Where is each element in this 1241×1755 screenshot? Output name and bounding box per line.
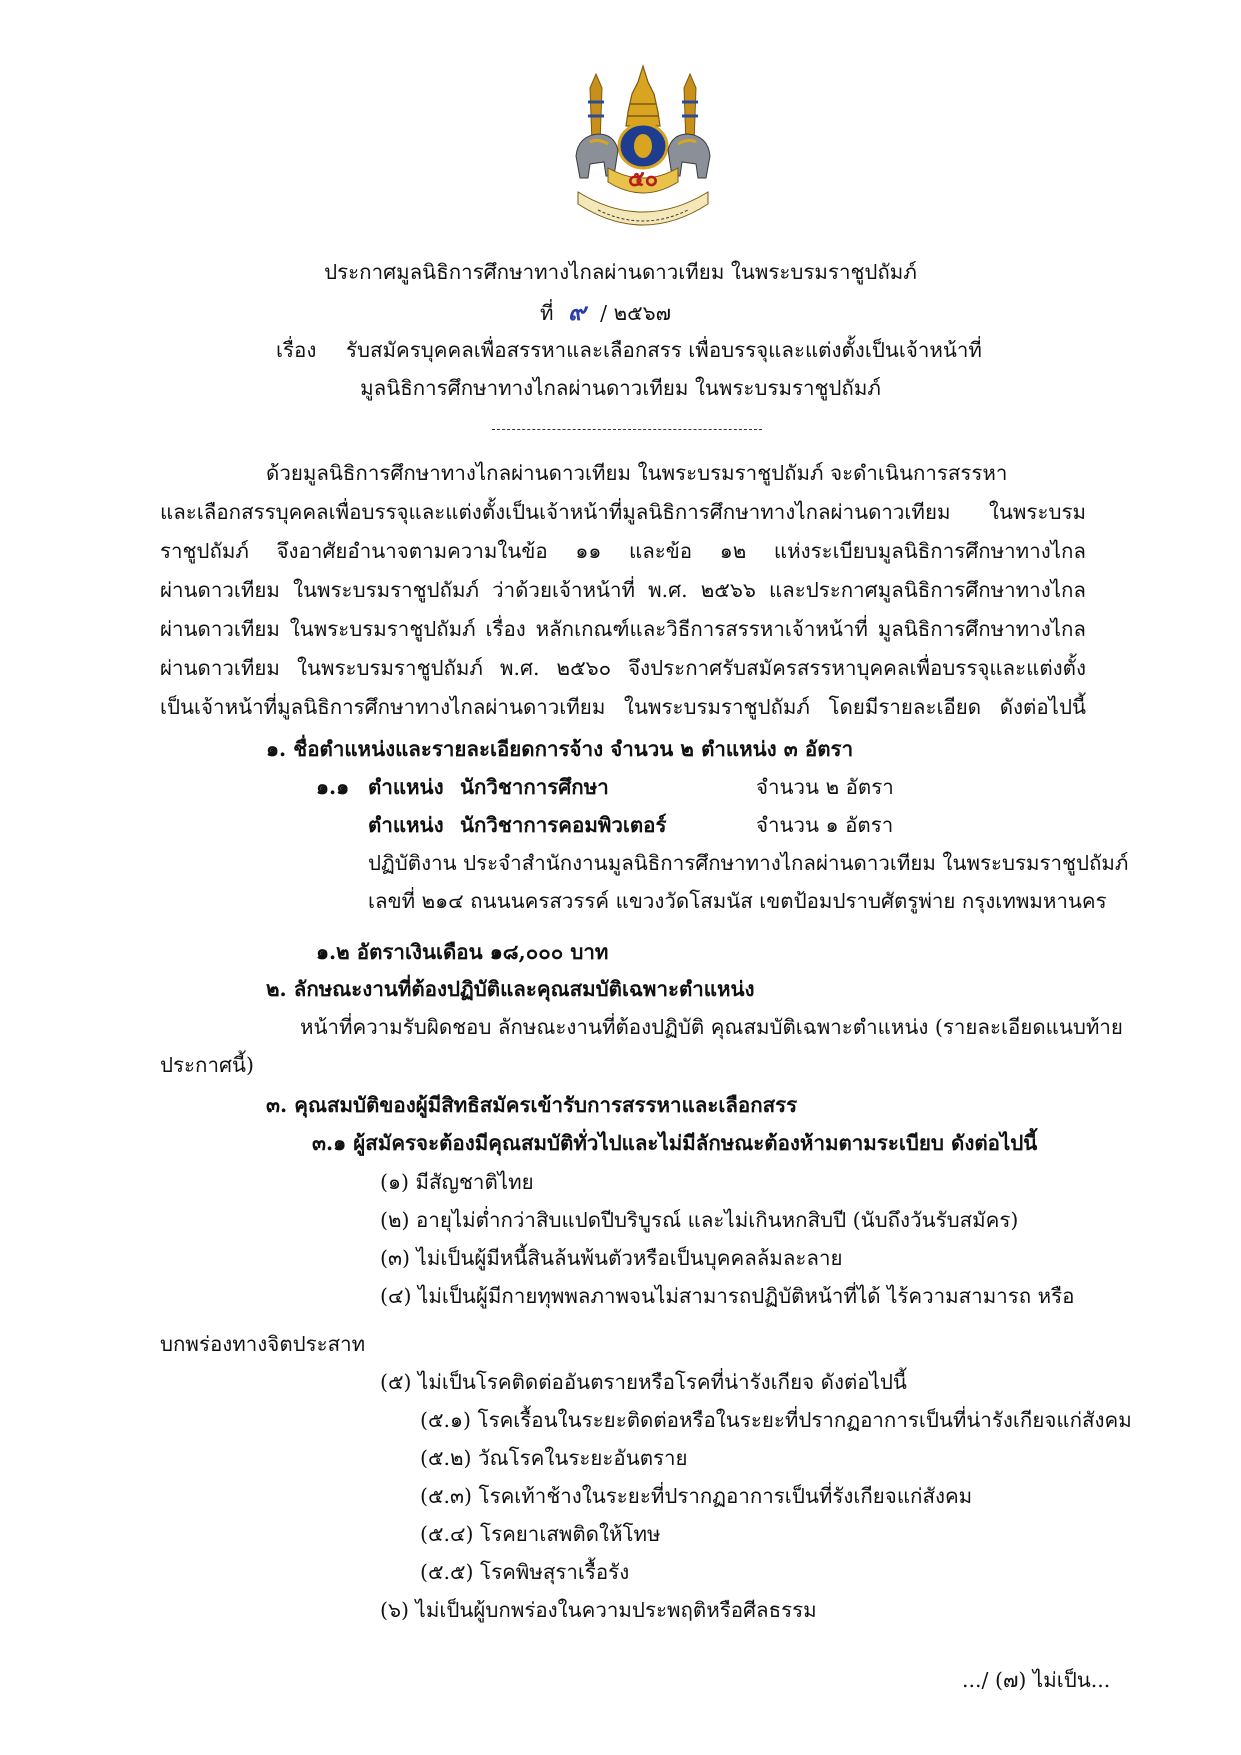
intro-line-3: ราชูปถัมภ์ จึงอาศัยอำนาจตามความในข้อ ๑๑ และข้อ ๑๒ แห่งระเบียบมูลนิธิการศึกษาทางไกล bbox=[160, 539, 1086, 563]
qualification-item-5-3: (๕.๓) โรคเท้าช้างในระยะที่ปรากฏอาการเป็นที่รังเกียจแก่สังคม bbox=[420, 1484, 973, 1508]
position-2-count: จำนวน ๑ อัตรา bbox=[756, 813, 894, 837]
position-1-name: นักวิชาการศึกษา bbox=[460, 775, 609, 799]
intro-line-7: เป็นเจ้าหน้าที่มูลนิธิการศึกษาทางไกลผ่านดาวเทียม ในพระบรมราชูปถัมภ์ โดยมีรายละเอียด ดังต่อไปนี้ bbox=[160, 695, 1086, 719]
section-2-line-1: หน้าที่ความรับผิดชอบ ลักษณะงานที่ต้องปฏิบัติ คุณสมบัติเฉพาะตำแหน่ง (รายละเอียดแนบท้าย bbox=[300, 1015, 1123, 1039]
workplace-line-1: ปฏิบัติงาน ประจำสำนักงานมูลนิธิการศึกษาทางไกลผ่านดาวเทียม ในพระบรมราชูปถัมภ์ bbox=[368, 851, 1129, 875]
position-1-count: จำนวน ๒ อัตรา bbox=[756, 775, 894, 799]
intro-line-6: ผ่านดาวเทียม ในพระบรมราชูปถัมภ์ พ.ศ. ๒๕๖๐ จึงประกาศรับสมัครสรรหาบุคคลเพื่อบรรจุและแต่งตั้ง bbox=[160, 656, 1086, 680]
continued-marker: .../ (๗) ไม่เป็น... bbox=[962, 1668, 1111, 1692]
section-3-heading: ๓. คุณสมบัติของผู้มีสิทธิสมัครเข้ารับการสรรหาและเลือกสรร bbox=[266, 1093, 798, 1117]
position-1-label: ตำแหน่ง bbox=[368, 775, 444, 799]
section-3-1-heading: ๓.๑ ผู้สมัครจะต้องมีคุณสมบัติทั่วไปและไม่มีลักษณะต้องห้ามตามระเบียบ ดังต่อไปนี้ bbox=[312, 1131, 1038, 1155]
workplace-line-2: เลขที่ ๒๑๔ ถนนนครสวรรค์ แขวงวัดโสมนัส เขตป้อมปราบศัตรูพ่าย กรุงเทพมหานคร bbox=[368, 889, 1107, 913]
position-2-name: นักวิชาการคอมพิวเตอร์ bbox=[460, 813, 667, 837]
qualification-item-2: (๒) อายุไม่ต่ำกว่าสิบแปดปีบริบูรณ์ และไม่เกินหกสิบปี (นับถึงวันรับสมัคร) bbox=[380, 1208, 1019, 1232]
intro-line-5: ผ่านดาวเทียม ในพระบรมราชูปถัมภ์ เรื่อง หลักเกณฑ์และวิธีการสรรหาเจ้าหน้าที่ มูลนิธิการศึกษาทางไกล bbox=[160, 617, 1086, 641]
qualification-item-5-4: (๕.๔) โรคยาเสพติดให้โทษ bbox=[420, 1522, 661, 1546]
intro-line-1: ด้วยมูลนิธิการศึกษาทางไกลผ่านดาวเทียม ในพระบรมราชูปถัมภ์ จะดำเนินการสรรหา bbox=[266, 461, 1008, 485]
qualification-item-5: (๕) ไม่เป็นโรคติดต่ออันตรายหรือโรคที่น่ารังเกียจ ดังต่อไปนี้ bbox=[380, 1370, 907, 1394]
number-suffix: / ๒๕๖๗ bbox=[600, 301, 672, 325]
subject-line-1: รับสมัครบุคคลเพื่อสรรหาและเลือกสรร เพื่อบรรจุและแต่งตั้งเป็นเจ้าหน้าที่ bbox=[346, 338, 982, 362]
intro-line-2: และเลือกสรรบุคคลเพื่อบรรจุและแต่งตั้งเป็นเจ้าหน้าที่มูลนิธิการศึกษาทางไกลผ่านดาวเทียม ในพระบรม bbox=[160, 500, 1086, 524]
subject-line-2: มูลนิธิการศึกษาทางไกลผ่านดาวเทียม ในพระบรมราชูปถัมภ์ bbox=[360, 376, 881, 400]
number-handwritten: ๙ bbox=[568, 297, 586, 326]
number-prefix: ที่ bbox=[540, 301, 554, 325]
qualification-item-5-5: (๕.๕) โรคพิษสุราเรื้อรัง bbox=[420, 1560, 630, 1584]
qualification-item-4: (๔) ไม่เป็นผู้มีกายทุพพลภาพจนไม่สามารถปฏิบัติหน้าที่ได้ ไร้ความสามารถ หรือ bbox=[380, 1284, 1075, 1308]
salary: ๑.๒ อัตราเงินเดือน ๑๘,๐๐๐ บาท bbox=[316, 940, 609, 964]
foundation-emblem-icon bbox=[568, 64, 718, 239]
announcement-title: ประกาศมูลนิธิการศึกษาทางไกลผ่านดาวเทียม ในพระบรมราชูปถัมภ์ bbox=[324, 260, 917, 284]
qualification-item-5-1: (๕.๑) โรคเรื้อนในระยะติดต่อหรือในระยะที่ปรากฏอาการเป็นที่น่ารังเกียจแก่สังคม bbox=[420, 1408, 1132, 1432]
qualification-item-3: (๓) ไม่เป็นผู้มีหนี้สินล้นพ้นตัวหรือเป็นบุคคลล้มละลาย bbox=[380, 1246, 843, 1270]
intro-line-4: ผ่านดาวเทียม ในพระบรมราชูปถัมภ์ ว่าด้วยเจ้าหน้าที่ พ.ศ. ๒๕๖๖ และประกาศมูลนิธิการศึกษาทางไกล bbox=[160, 578, 1086, 602]
qualification-item-5-2: (๕.๒) วัณโรคในระยะอันตราย bbox=[420, 1446, 688, 1470]
emblem-number: ๕๐ bbox=[627, 166, 659, 192]
position-2-label: ตำแหน่ง bbox=[368, 813, 444, 837]
subject-label: เรื่อง bbox=[276, 338, 317, 362]
separator bbox=[492, 429, 762, 430]
section-2-line-2: ประกาศนี้) bbox=[160, 1053, 254, 1077]
qualification-item-4-cont: บกพร่องทางจิตประสาท bbox=[160, 1332, 366, 1356]
qualification-item-6: (๖) ไม่เป็นผู้บกพร่องในความประพฤติหรือศีลธรรม bbox=[380, 1598, 817, 1622]
qualification-item-1: (๑) มีสัญชาติไทย bbox=[380, 1170, 534, 1194]
announcement-number bbox=[540, 297, 671, 328]
section-2-heading: ๒. ลักษณะงานที่ต้องปฏิบัติและคุณสมบัติเฉพาะตำแหน่ง bbox=[266, 977, 755, 1001]
section-1-1-number: ๑.๑ bbox=[316, 775, 350, 799]
section-1-heading: ๑. ชื่อตำแหน่งและรายละเอียดการจ้าง จำนวน ๒ ตำแหน่ง ๓ อัตรา bbox=[266, 737, 854, 761]
